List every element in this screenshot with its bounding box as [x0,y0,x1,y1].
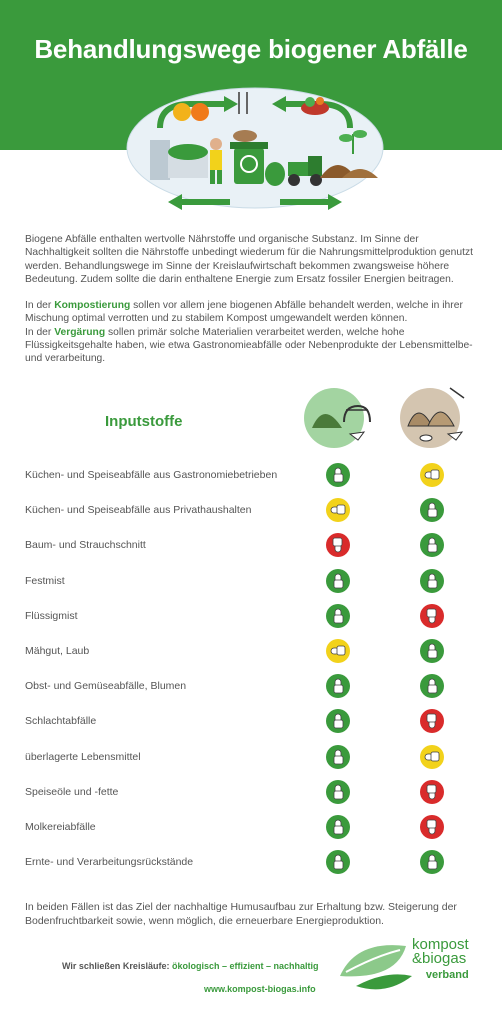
row-label: Mähgut, Laub [25,645,90,657]
thumb-up-icon [419,532,445,558]
logo-line-3: verband [425,969,469,981]
thumb-up-icon [419,497,445,523]
row-label: Obst- und Gemüseabfälle, Blumen [25,680,187,693]
thumb-sideways-icon [325,497,351,523]
fermentation-column-icon [392,384,472,452]
thumb-up-icon [419,849,445,875]
thumb-up-icon [325,708,351,734]
row-label: Molkereiabfälle [25,821,96,833]
table-row [25,708,485,736]
table-row [25,814,485,842]
fermentation-paragraph: In der Vergärung sollen primär solche Materialien verarbeitet werden, welche hohe Flüssigkeitsgehalte haben, wie etwa Gastronomieabfälle oder Nebenprodukte der Lebensmittelbe- und verarbeitung. [25,326,473,365]
table-row [25,779,485,807]
thumb-up-icon [325,849,351,875]
thumb-up-icon [419,638,445,664]
row-label: Küchen- und Speiseabfälle aus Gastronomiebetrieben [25,469,278,481]
page-title: Behandlungswege biogener Abfälle [34,34,468,64]
slogan: Wir schließen Kreisläufe: ökologisch – effizient – nachhaltig [62,961,319,971]
table-row [25,568,485,596]
recycling-cycle-illustration [120,82,390,214]
thumb-down-icon [419,779,445,805]
row-label: Baum- und Strauchschnitt [25,539,146,552]
thumb-down-icon [325,532,351,558]
fermentation-keyword: Vergärung [54,326,106,338]
row-label: Speiseöle und -fette [25,785,119,798]
table-row [25,532,485,560]
composting-paragraph: In der Kompostierung sollen vor allem jene biogenen Abfälle behandelt werden, welche in ihrer Mischung optimal verrotten und zu stabilem Kompost umgewandelt werden können. [25,300,463,325]
composting-keyword: Kompostierung [54,300,131,311]
table-row [25,849,485,877]
table-row [25,603,485,631]
table-row [25,497,485,525]
inputs-heading: Inputstoffe [105,413,183,430]
thumb-up-icon [325,462,351,488]
row-label: Schlachtabfälle [25,715,97,728]
row-label: Flüssigmist [25,609,78,622]
thumb-up-icon [325,603,351,629]
logo-line-2: &biogas [412,950,467,967]
logo-line-1: kompost [412,936,469,953]
composting-text [25,299,477,365]
thumb-sideways-icon [325,638,351,664]
conclusion-text: In beiden Fällen ist das Ziel der nachhaltige Humusaufbau zur Erhaltung bzw. Steigerung der Bodenfruchtbarkeit sowie, wenn möglich, die erneuerbare Energieproduktion. [25,901,457,927]
intro-text [25,233,477,286]
row-label: Festmist [25,574,65,587]
website-link[interactable]: www.kompost-biogas.info [204,984,316,994]
composting-column-icon [298,386,374,452]
slogan-highlight: ökologisch – effizient – nachhaltig [171,961,319,971]
thumb-down-icon [419,708,445,734]
thumb-sideways-icon [419,744,445,770]
thumb-down-icon [419,603,445,629]
row-label: Ernte- und Verarbeitungsrückstände [25,856,194,869]
table-row [25,673,485,701]
row-label: überlagerte Lebensmittel [25,750,141,763]
thumb-down-icon [419,814,445,840]
thumb-up-icon [325,779,351,805]
thumb-up-icon [325,673,351,699]
thumb-up-icon [325,814,351,840]
row-label: Küchen- und Speiseabfälle aus Privathaushalten [25,504,252,517]
thumb-up-icon [325,744,351,770]
thumb-up-icon [325,568,351,594]
table-row [25,638,485,666]
thumb-sideways-icon [419,462,445,488]
logo-wordmark [412,938,469,982]
intro-paragraph-1: Biogene Abfälle enthalten wertvolle Nährstoffe und organische Substanz. Im Sinne der Nachhaltigkeit sollten die Nährstoffe unbedingt wiederum für die Nahrungsmittelproduktion genutzt werden. Behandlungswege im Sinne der Kreislaufwirtschaft bekommen zwangsweise höhere Bedeutung. Zudem sollte die darin enthaltene Energie zum Ersatz fossiler Energien beitragen. [25,234,473,285]
thumb-up-icon [419,673,445,699]
table-row [25,462,485,490]
table-row [25,744,485,772]
thumb-up-icon [419,568,445,594]
